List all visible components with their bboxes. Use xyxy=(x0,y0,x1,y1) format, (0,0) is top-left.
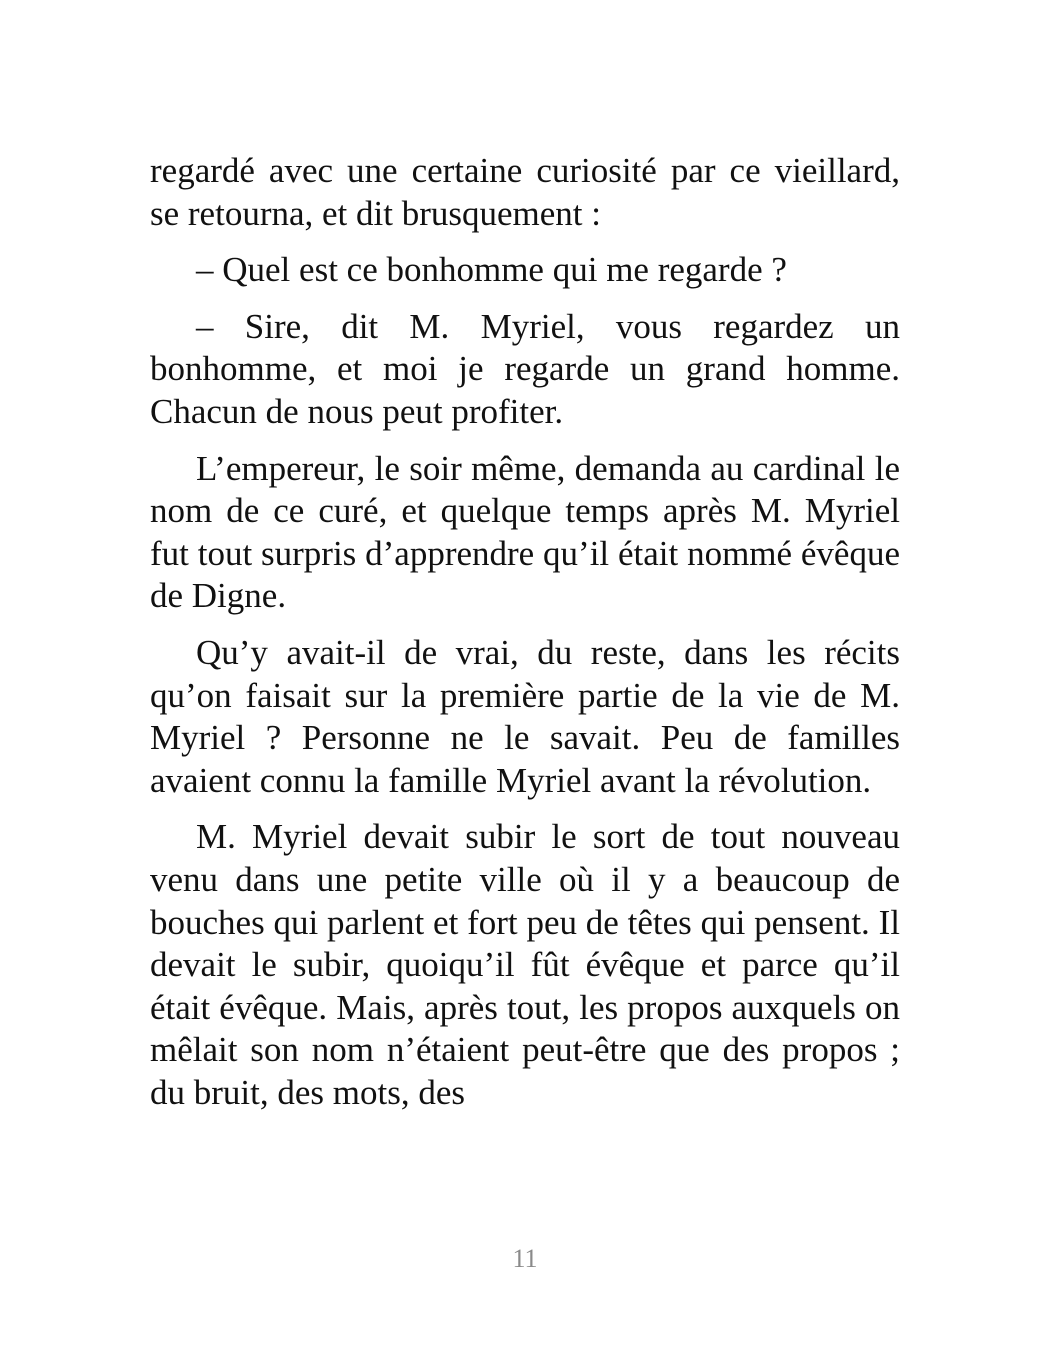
paragraph-continuation: regardé avec une certaine curiosité par ce vieillard, se retourna, et dit brusquement : xyxy=(150,151,900,233)
paragraph-small-town: M. Myriel devait subir le sort de tout nouveau venu dans une petite ville où il y a beaucoup de bouches qui parlent et fort peu de têtes qui pensent. Il devait le subir, quoiqu’il fût évêque et parce qu’il était évêque. Mais, après tout, les propos auxquels on mêlait son nom n’étaient peut-être que des propos ; du bruit, des mots, des xyxy=(150,817,900,1112)
paragraph-dialogue-question: – Quel est ce bonhomme qui me regarde ? xyxy=(196,250,787,290)
body-text xyxy=(150,150,900,1128)
paragraph-emperor: L’empereur, le soir même, demanda au cardinal le nom de ce curé, et quelque temps après M. Myriel fut tout surpris d’apprendre qu’il était nommé évêque de Digne. xyxy=(150,448,900,616)
paragraph-dialogue-reply: – Sire, dit M. Myriel, vous regardez un bonhomme, et moi je regarde un grand homme. Chacun de nous peut profiter. xyxy=(150,306,900,431)
paragraph-rumors: Qu’y avait-il de vrai, du reste, dans les récits qu’on faisait sur la première partie de la vie de M. Myriel ? Personne ne le savait. Peu de familles avaient connu la famille Myriel avant la révolution. xyxy=(150,632,900,800)
page-number: 11 xyxy=(512,1244,538,1273)
